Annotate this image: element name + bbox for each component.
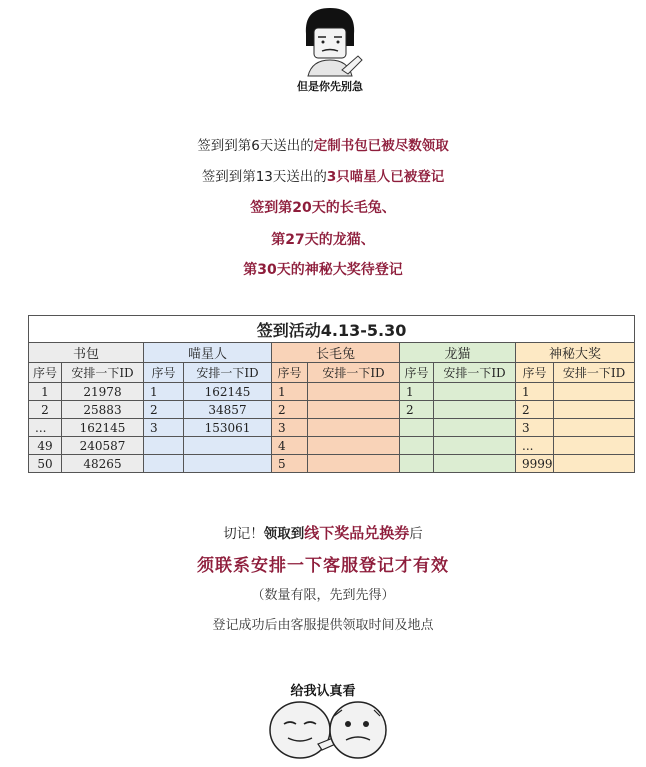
intro-line-2-highlight: 3只喵星人已被登记 [326, 169, 445, 185]
cell [400, 455, 434, 473]
col-seq: 序号 [272, 363, 308, 383]
cell: 9999 [516, 455, 554, 473]
cell [184, 437, 272, 455]
col-id: 安排一下ID [184, 363, 272, 383]
group-header-mystery: 神秘大奖 [516, 343, 635, 363]
cell: 48265 [62, 455, 144, 473]
cell: 162145 [184, 383, 272, 401]
notice-line-4: 登记成功后由客服提供领取时间及地点 [212, 618, 434, 633]
cell [434, 383, 516, 401]
group-header-totoro: 龙猫 [400, 343, 516, 363]
cell [554, 419, 635, 437]
cell [434, 455, 516, 473]
cell: 2 [144, 401, 184, 419]
cell: 1 [400, 383, 434, 401]
cell: 49 [29, 437, 62, 455]
cell [554, 455, 635, 473]
notice-line-1-receive: 领取到 [263, 526, 305, 542]
meme-caption-top: 但是你先别急 [297, 80, 363, 93]
col-seq: 序号 [29, 363, 62, 383]
table-row [29, 455, 635, 473]
cell: 1 [272, 383, 308, 401]
meme-faces-bottom [262, 694, 392, 763]
notice-line-1-highlight: 线下奖品兑换券 [304, 524, 410, 542]
cell [308, 437, 400, 455]
sign-in-table [28, 315, 635, 473]
intro-line-1-highlight: 定制书包已被尽数领取 [313, 138, 449, 154]
intro-line-4: 第27天的龙猫、 [271, 232, 375, 248]
group-header-bag: 书包 [29, 343, 144, 363]
col-id: 安排一下ID [434, 363, 516, 383]
notice-line-1-suffix: 后 [409, 526, 423, 542]
notice-line-1 [0, 522, 646, 543]
cell [434, 419, 516, 437]
cell [554, 437, 635, 455]
group-header-rabbit: 长毛兔 [272, 343, 400, 363]
cell: 5 [272, 455, 308, 473]
cell: ... [29, 419, 62, 437]
cell [554, 401, 635, 419]
cell [308, 419, 400, 437]
cell [308, 455, 400, 473]
table-row [29, 437, 635, 455]
cell [308, 383, 400, 401]
col-seq: 序号 [400, 363, 434, 383]
col-id: 安排一下ID [308, 363, 400, 383]
cell: 240587 [62, 437, 144, 455]
cell: 2 [516, 401, 554, 419]
cell: 153061 [184, 419, 272, 437]
table-title: 签到活动4.13-5.30 [29, 316, 635, 343]
table-row [29, 383, 635, 401]
col-seq: 序号 [144, 363, 184, 383]
meme-caption-bottom: 给我认真看 [290, 684, 356, 699]
intro-line-2-text: 签到到第13天送出的 [201, 169, 327, 185]
table-row [29, 401, 635, 419]
cell: 3 [516, 419, 554, 437]
cell [144, 437, 184, 455]
cell: 1 [144, 383, 184, 401]
intro-line-1 [0, 134, 646, 154]
col-id: 安排一下ID [554, 363, 635, 383]
cell: 2 [29, 401, 62, 419]
intro-line-2 [0, 165, 646, 185]
cell [400, 437, 434, 455]
cell [434, 401, 516, 419]
cell: 2 [272, 401, 308, 419]
intro-line-3: 签到第20天的长毛兔、 [250, 200, 396, 216]
notice-line-2: 须联系安排一下客服登记才有效 [197, 556, 449, 576]
group-header-cat: 喵星人 [144, 343, 272, 363]
cell [184, 455, 272, 473]
table-group-row [29, 343, 635, 363]
cell [434, 437, 516, 455]
cell: 1 [516, 383, 554, 401]
cell: 50 [29, 455, 62, 473]
notice-line-3: （数量有限，先到先得） [251, 588, 395, 603]
cell: 1 [29, 383, 62, 401]
notice-line-1-text: 切记！ [223, 526, 264, 542]
cell [144, 455, 184, 473]
cell: 162145 [62, 419, 144, 437]
cell: 21978 [62, 383, 144, 401]
table-subheader-row [29, 363, 635, 383]
cell: 3 [272, 419, 308, 437]
cell: ... [516, 437, 554, 455]
cell: 2 [400, 401, 434, 419]
intro-line-5: 第30天的神秘大奖待登记 [243, 262, 403, 278]
cell [308, 401, 400, 419]
cell [400, 419, 434, 437]
cell [554, 383, 635, 401]
cell: 25883 [62, 401, 144, 419]
cell: 4 [272, 437, 308, 455]
table-row [29, 419, 635, 437]
cell: 34857 [184, 401, 272, 419]
intro-line-1-text: 签到到第6天送出的 [197, 138, 314, 154]
col-id: 安排一下ID [62, 363, 144, 383]
col-seq: 序号 [516, 363, 554, 383]
cell: 3 [144, 419, 184, 437]
